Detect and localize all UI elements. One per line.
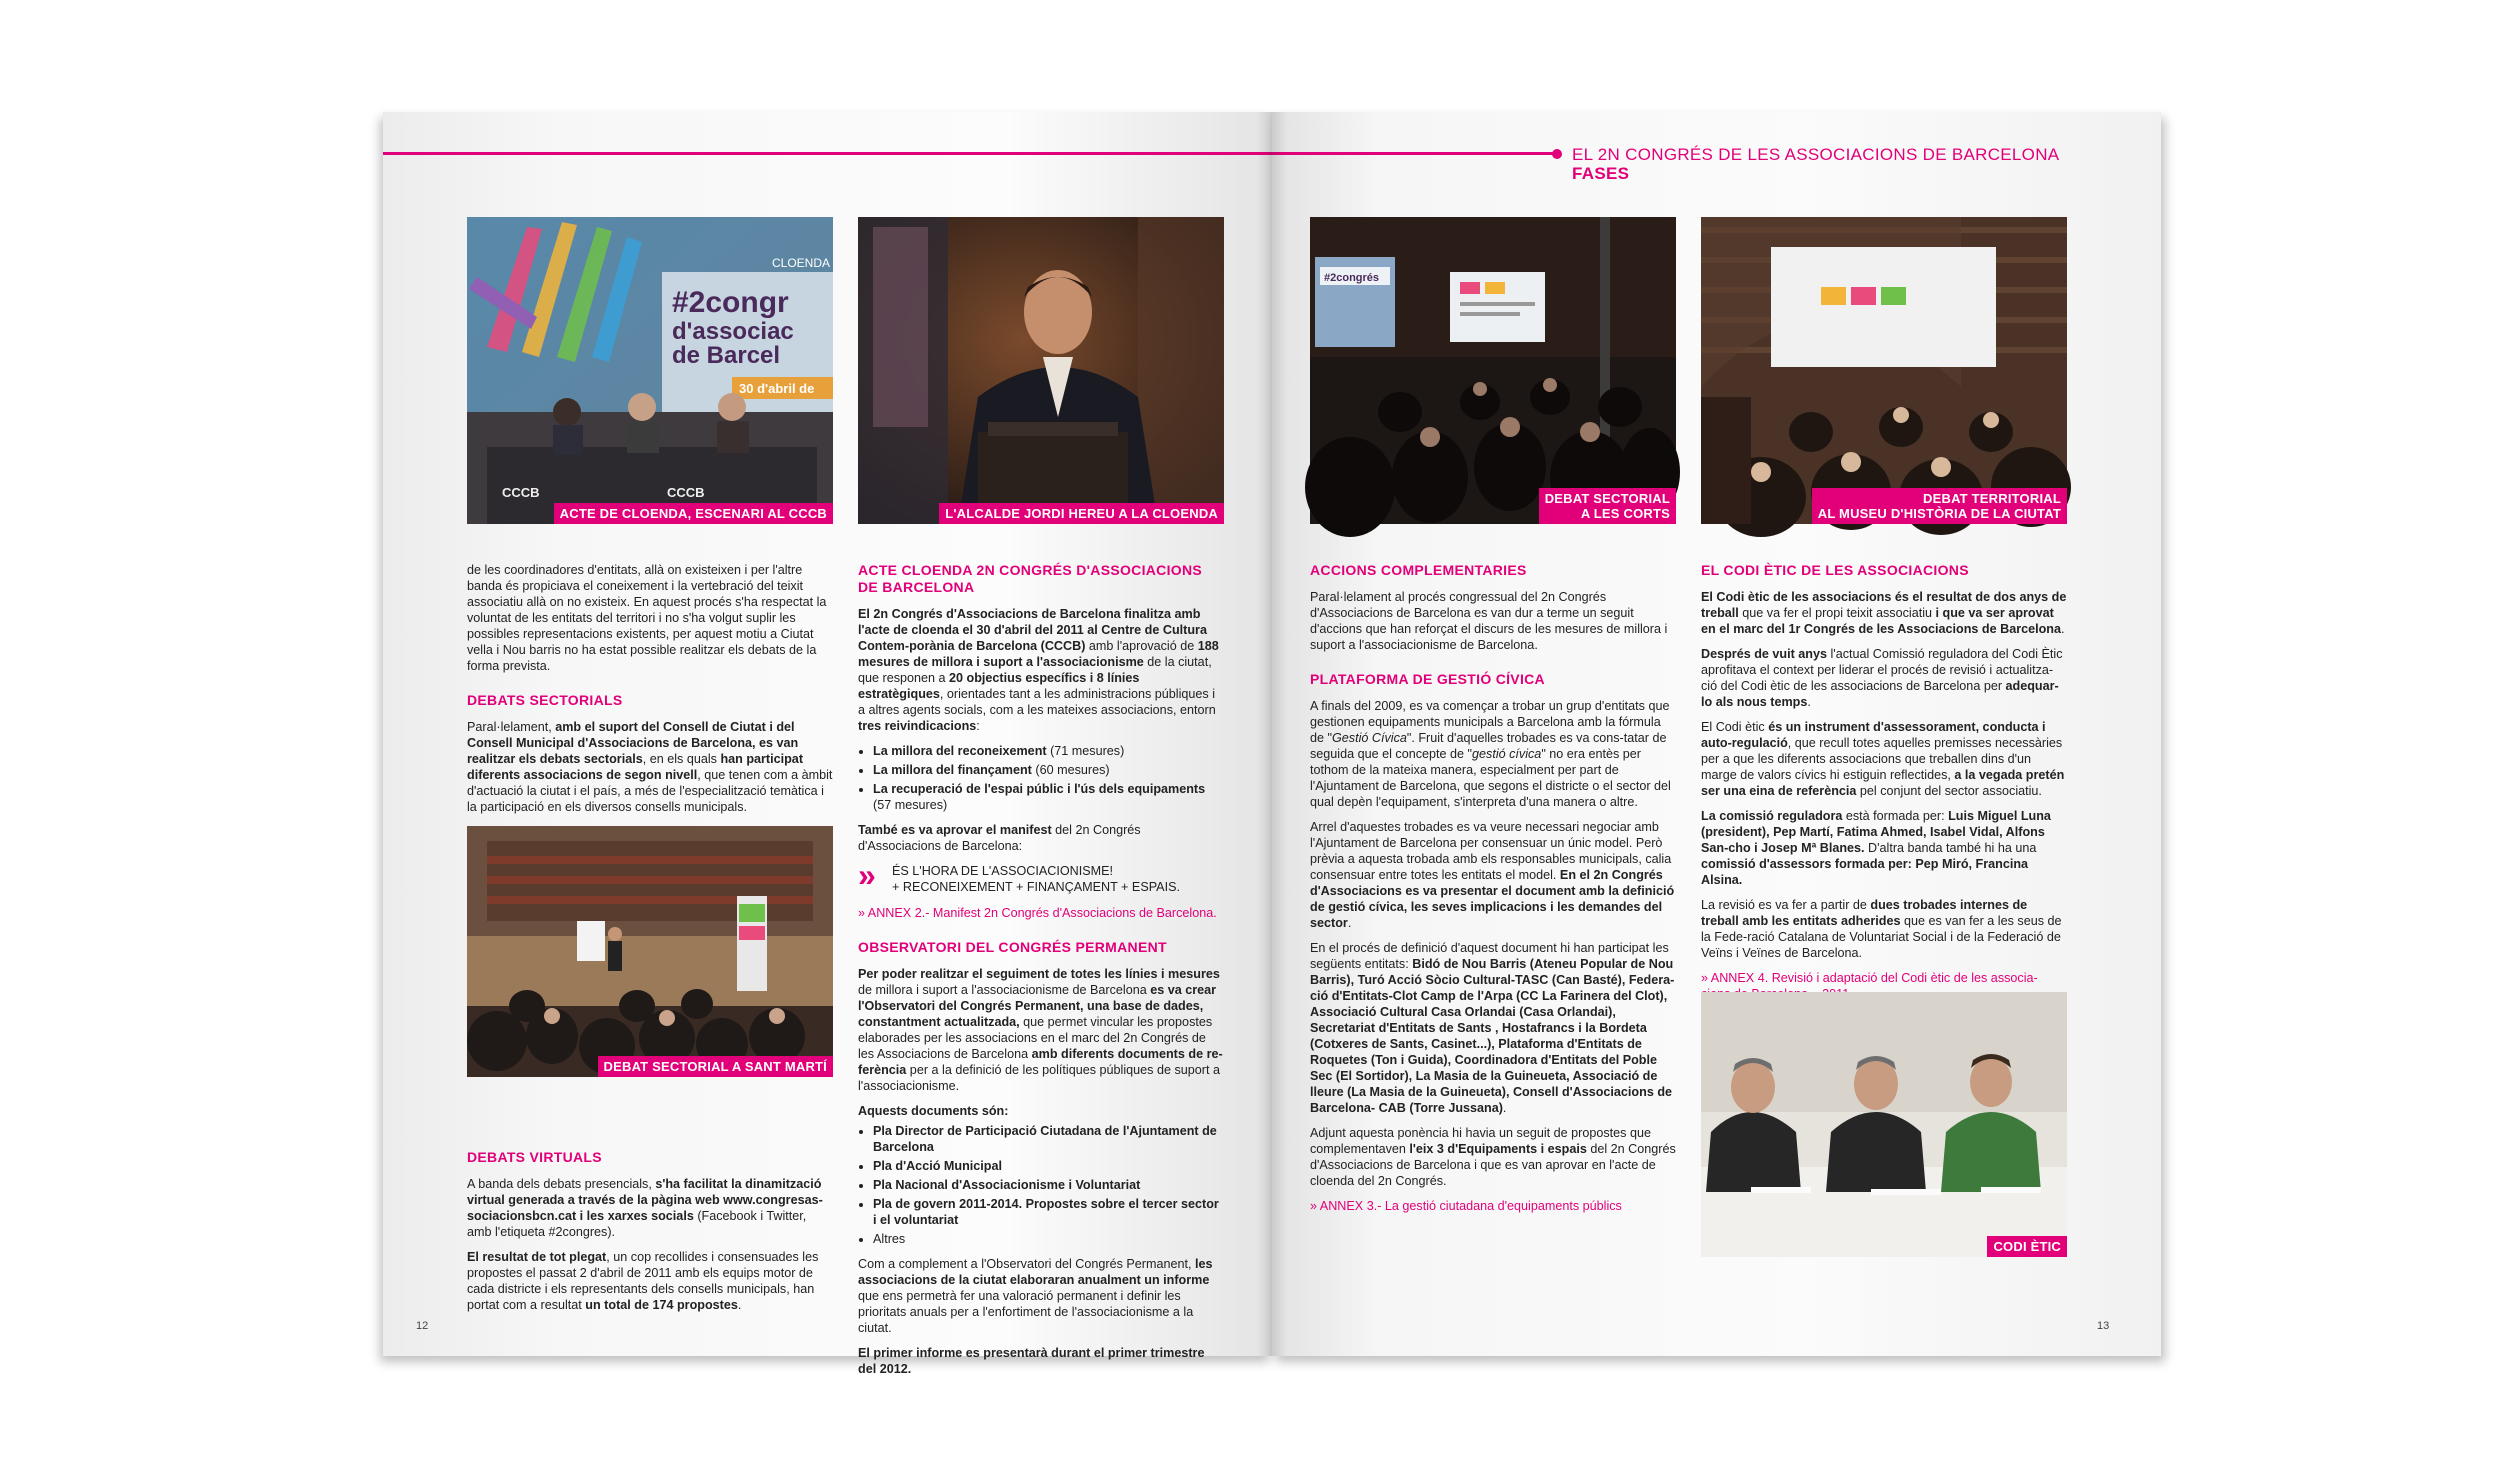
stage-banner-tag: CLOENDA bbox=[772, 256, 831, 270]
stage-banner-line3: de Barcel bbox=[672, 342, 781, 369]
quote-line-2: + RECONEIXEMENT + FINANÇAMENT + ESPAIS. bbox=[892, 880, 1180, 894]
list-item: • La recuperació de l'espai públic i l'ús dels equipaments (57 mesures) bbox=[873, 781, 1224, 813]
left-page bbox=[383, 112, 1272, 1376]
plataforma-paragraph-2: Arrel d'aquestes trobades es va veure necessari negociar amb l'Ajuntament de Barcelona per consensuar un únic model. Però prèvia a aquesta trobada amb els responsables municipals, calia consensuar entre totes les entitats el model. En el 2n Congrés d'Associacions es va presentar el document amb la definició de gestió cívica, les seves implicacions i les demandes del sector. bbox=[1310, 820, 1675, 930]
page-number-left: 12 bbox=[416, 1320, 429, 1332]
left-column-1 bbox=[467, 562, 833, 824]
codi-paragraph-1: El Codi ètic de les associacions és el resultat de dos anys de treball que va fer el propi teixit associatiu i que va ser aprovat en el marc del 1r Congrés de les Associacions de Barcelona. bbox=[1701, 590, 2067, 636]
photo-caption: L'ALCALDE JORDI HEREU A LA CLOENDA bbox=[939, 503, 1224, 524]
right-column-2 bbox=[1701, 562, 2067, 1011]
left-column-1-bottom bbox=[467, 1149, 833, 1322]
list-item: • Pla d'Acció Municipal bbox=[873, 1158, 1224, 1174]
primer-informe: El primer informe es presentarà durant el primer trimestre del 2012. bbox=[858, 1346, 1205, 1376]
stage-banner-line2: d'associac bbox=[672, 318, 794, 345]
running-header bbox=[1572, 145, 2132, 183]
plataforma-paragraph-1: A finals del 2009, es va començar a trobar un grup d'entitats que gestionen equipaments municipals a Barcelona amb la fórmula de "Gestió Cívica". Fruit d'aquelles trobades es va cons-tatar de seguida que el concepte de "gestió cívica" no era entès per tothom de la mateixa manera, especialment per part de l'Ajuntament de Barcelona, que segons el districte o el sector del qual depèn l'equipament, s'interpreta d'una manera o altre. bbox=[1310, 699, 1671, 809]
list-item: • Altres bbox=[873, 1231, 1224, 1247]
heading-accions-complementaries: ACCIONS COMPLEMENTARIES bbox=[1310, 562, 1527, 578]
desk-logo-1: CCCB bbox=[502, 485, 540, 500]
header-rule-dot bbox=[1552, 149, 1562, 159]
running-header-title: EL 2N CONGRÉS DE LES ASSOCIACIONS DE BARCELONA bbox=[1572, 145, 2060, 164]
photo-caption: DEBAT SECTORIAL A LES CORTS bbox=[1539, 488, 1676, 524]
heading-acte-cloenda: ACTE CLOENDA 2N CONGRÉS D'ASSOCIACIONS DE BARCELONA bbox=[858, 562, 1203, 595]
photo-alcalde bbox=[858, 217, 1224, 524]
photo-alcalde-image bbox=[858, 217, 1224, 524]
magazine-spread bbox=[383, 112, 2161, 1376]
codi-paragraph-4: La comissió reguladora està formada per: Luis Miguel Luna (president), Pep Martí, Fatima Ahmed, Isabel Vidal, Alfons San-cho i Josep Mª Blanes. D'altra banda també hi ha una comissió d'assessors formada per: Pep Miró, Francina Alsina. bbox=[1701, 809, 2051, 887]
plataforma-paragraph-3: En el procés de definició d'aquest document hi han participat les següents entitats: Bidó de Nou Barris (Ateneu Popular de Nou Barris), Turó Acció Sòcio Cultural-TASC (Can Basté), Federa-ció d'Entitats-Clot Camp de l'Arpa (CC La Farinera del Clot), Associació Cultural Casa Orlandai (Casa Orlandai), Secretariat d'Entitats de Sants , Hostafrancs i la Bordeta (Cotxeres de Sants, Casinet...), Plataforma d'Entitats de Roquetes (Ton i Guida), Coordinadora d'Entitats del Poble Sec (El Sortidor), La Masia de la Guineueta, Associació de lleure (La Masia de la Guineueta), Consell d'Associacions de Barcelona- CAB (Torre Jussana). bbox=[1310, 941, 1675, 1115]
acte-list bbox=[858, 743, 1224, 813]
docs-label: Aquests documents són: bbox=[858, 1104, 1009, 1118]
photo-cloenda-stage bbox=[467, 217, 833, 524]
photo-museu-historia bbox=[1701, 217, 2067, 524]
header-rule bbox=[1272, 152, 1554, 155]
left-column-2 bbox=[858, 562, 1224, 1386]
double-chevron-icon: » bbox=[858, 857, 876, 893]
plataforma-paragraph-4: Adjunt aquesta ponència hi havia un seguit de propostes que complementaven l'eix 3 d'Equipaments i espais del 2n Congrés d'Associacions de Barcelona i que es van aprovar en l'acte de cloenda del 2n Congrés. bbox=[1310, 1126, 1676, 1188]
stage-banner-line1: #2congr bbox=[672, 286, 789, 319]
photo-caption: ACTE DE CLOENDA, ESCENARI AL CCCB bbox=[554, 503, 833, 524]
sectorials-paragraph: Paral·lelament, amb el suport del Consell de Ciutat i del Consell Municipal d'Associacions de Barcelona, es van realitzar els debats sectorials, en els quals han participat diferents associacions de segon nivell, que tenen com a àmbit d'actuació la ciutat i el país, a més de l'especialització temàtica i la participació en els diversos consells municipals. bbox=[467, 720, 833, 814]
heading-plataforma-gestio-civica: PLATAFORMA DE GESTIÓ CÍVICA bbox=[1310, 671, 1545, 687]
accions-paragraph: Paral·lelament al procés congressual del 2n Congrés d'Associacions de Barcelona es van dur a terme un seguit d'accions que han reforçat el discurs de les mesures de millora i suport a l'associacionisme de Barcelona. bbox=[1310, 590, 1668, 652]
observatori-paragraph: Per poder realitzar el seguiment de totes les línies i mesures de millora i suport a l'associacionisme de Barcelona es va crear l'Observatori del Congrés Permanent, una base de dades, constantment actualitzada, que permet vincular les propostes elaborades per les associacions en el marc del 2n Congrés de les Associacions de Barcelona amb diferents documents de re-ferència per a la definició de les polítiques públiques de suport a l'associacionisme. bbox=[858, 967, 1223, 1093]
annex-3-link[interactable]: » ANNEX 3.- La gestió ciutadana d'equipaments públics bbox=[1310, 1199, 1622, 1213]
manifest-quote bbox=[858, 857, 1224, 895]
intro-paragraph: de les coordinadores d'entitats, allà on existeixen i per l'altre banda és propiciava el coneixement i la vertebració del teixit associatiu allà on no existeix. En aquest procés s'ha respectat la voluntat de les entitats del territori i no s'ha volgut suplir les possibles representacions existents, per aquest motiu a Ciutat vella i Nou barris no ha estat possible realitzar els debats de la forma prevista. bbox=[467, 563, 827, 673]
heading-observatori: OBSERVATORI DEL CONGRÉS PERMANENT bbox=[858, 939, 1167, 955]
heading-debats-virtuals: DEBATS VIRTUALS bbox=[467, 1149, 602, 1165]
desk-logo-2: CCCB bbox=[667, 485, 705, 500]
photo-sant-marti bbox=[467, 826, 833, 1077]
complement-paragraph: Com a complement a l'Observatori del Congrés Permanent, les associacions de la ciutat elaboraran anualment un informe que ens permetrà fer una valoració permanent i definir les prioritats anuals per a l'enfortiment de l'associacionisme a la ciutat. bbox=[858, 1257, 1213, 1335]
photo-codi-etic bbox=[1701, 992, 2067, 1257]
photo-sant-marti-image bbox=[467, 826, 833, 1077]
docs-list bbox=[858, 1123, 1224, 1247]
codi-paragraph-5: La revisió es va fer a partir de dues trobades internes de treball amb les entitats adherides que es van fer a les seus de la Fede-ració Catalana de Voluntariat Social i de la Federació de Veïns i Veïnes de Barcelona. bbox=[1701, 898, 2062, 960]
list-item: • La millora del reconeixement (71 mesures) bbox=[873, 743, 1224, 759]
photo-codi-etic-image bbox=[1701, 992, 2067, 1257]
virtuals-paragraph-1: A banda dels debats presencials, s'ha facilitat la dinamització virtual generada a través de la pàgina web www.congresas-sociacionsbcn.cat i les xarxes socials (Facebook i Twitter, amb l'etiqueta #2congres). bbox=[467, 1177, 823, 1239]
list-item: • Pla de govern 2011-2014. Propostes sobre el tercer sector i el voluntariat bbox=[873, 1196, 1224, 1228]
heading-debats-sectorials: DEBATS SECTORIALS bbox=[467, 692, 623, 708]
right-column-1 bbox=[1310, 562, 1676, 1223]
list-item: • Pla Director de Participació Ciutadana de l'Ajuntament de Barcelona bbox=[873, 1123, 1224, 1155]
photo-les-corts-image bbox=[1310, 217, 1676, 524]
right-page bbox=[1272, 112, 2161, 1356]
photo-caption: CODI ÈTIC bbox=[1987, 1236, 2067, 1257]
codi-paragraph-2: Després de vuit anys l'actual Comissió reguladora del Codi Ètic aprofitava el context per liderar el procés de revisió i actualitza-ció del Codi ètic de les associacions de Barcelona per adequar-lo als nous temps. bbox=[1701, 647, 2063, 709]
photo-caption: DEBAT SECTORIAL A SANT MARTÍ bbox=[598, 1056, 833, 1077]
header-rule bbox=[383, 152, 1272, 155]
screen-text: #2congrés bbox=[1324, 272, 1380, 284]
list-item: • La millora del finançament (60 mesures) bbox=[873, 762, 1224, 778]
manifest-paragraph: També es va aprovar el manifest del 2n Congrés d'Associacions de Barcelona: bbox=[858, 823, 1141, 853]
codi-paragraph-3: El Codi ètic és un instrument d'assessorament, conducta i auto-regulació, que recull totes aquelles premisses necessàries per a que les diferents associacions que treballen dins d'un marge de valors cívics hi estiguin reflectides, a la vegada pretén ser una eina de referència pel conjunt del sector associatiu. bbox=[1701, 720, 2065, 798]
spread-gutter bbox=[1257, 112, 1287, 1356]
running-header-section: FASES bbox=[1572, 164, 1630, 183]
photo-les-corts bbox=[1310, 217, 1676, 524]
annex-2-link[interactable]: » ANNEX 2.- Manifest 2n Congrés d'Associacions de Barcelona. bbox=[858, 906, 1217, 920]
annex-4-link[interactable]: » ANNEX 4. Revisió i adaptació del Codi ètic de les associa- bbox=[1701, 971, 2038, 985]
heading-codi-etic: EL CODI ÈTIC DE LES ASSOCIACIONS bbox=[1701, 562, 1969, 578]
quote-line-1: ÉS L'HORA DE L'ASSOCIACIONISME! bbox=[892, 864, 1114, 878]
page-number-right: 13 bbox=[2097, 1320, 2110, 1332]
list-item: • Pla Nacional d'Associacionisme i Voluntariat bbox=[873, 1177, 1224, 1193]
stage-banner-date: 30 d'abril de bbox=[739, 381, 815, 396]
acte-paragraph: El 2n Congrés d'Associacions de Barcelona finalitza amb l'acte de cloenda el 30 d'abril del 2011 al Centre de Cultura Contem-porània de Barcelona (CCCB) amb l'aprovació de 188 mesures de millora i suport a l'associacionisme de la ciutat, que responen a 20 objectius específics i 8 línies estratègiques, orientades tant a les administracions públiques i a altres agents socials, com a les mateixes associacions, entorn tres reivindicacions: bbox=[858, 607, 1219, 733]
virtuals-paragraph-2: El resultat de tot plegat, un cop recollides i consensuades les propostes el passat 2 d'abril de 2011 amb els equips motor de cada districte i els representants dels consells municipals, han portat com a resultat un total de 174 propostes. bbox=[467, 1250, 819, 1312]
photo-museu-historia-image bbox=[1701, 217, 2067, 524]
photo-caption: DEBAT TERRITORIAL AL MUSEU D'HISTÒRIA DE LA CIUTAT bbox=[1812, 488, 2067, 524]
photo-cloenda-stage-image bbox=[467, 217, 833, 524]
